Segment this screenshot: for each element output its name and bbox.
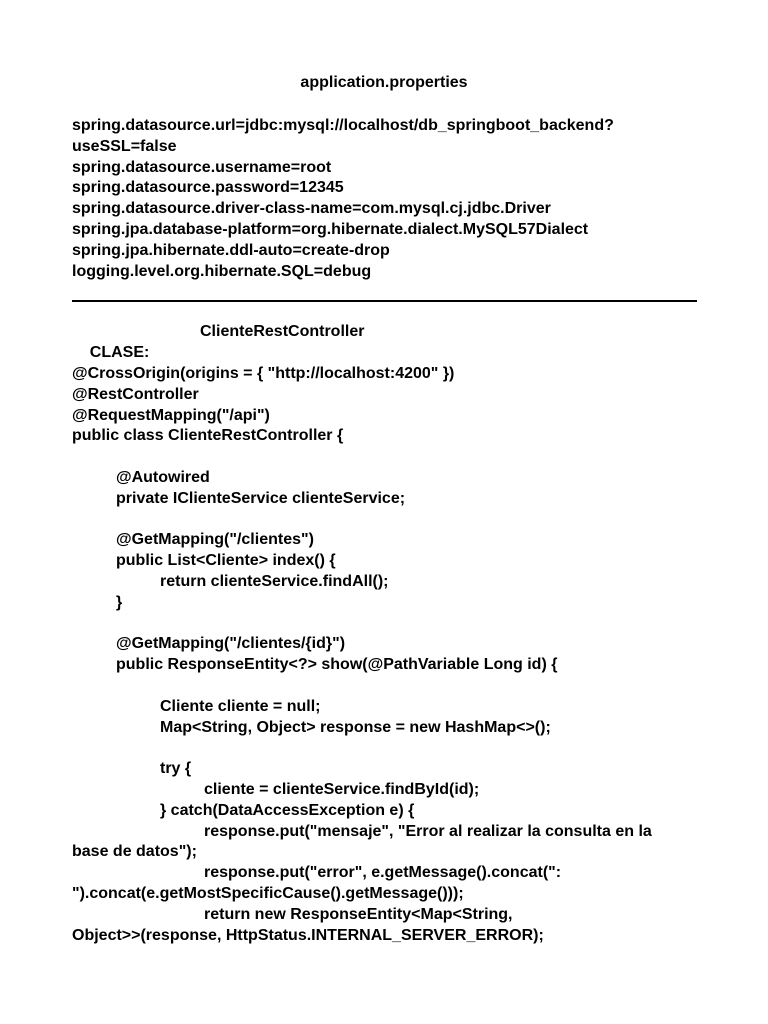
properties-block — [72, 116, 712, 282]
code-line: Cliente cliente = null; — [160, 697, 321, 715]
code-line: @RestController — [72, 385, 199, 403]
property-line: logging.level.org.hibernate.SQL=debug — [72, 262, 372, 280]
blank-line — [72, 676, 712, 697]
horizontal-rule — [72, 300, 697, 302]
class-name: ClienteRestController — [200, 323, 365, 340]
code-line: @GetMapping("/clientes") — [116, 531, 314, 549]
class-label: CLASE: — [89, 343, 150, 361]
code-line: base de datos"); — [72, 843, 197, 861]
property-line: spring.jpa.hibernate.ddl-auto=create-drop — [72, 241, 390, 259]
property-line: spring.datasource.username=root — [72, 158, 332, 176]
blank-line — [72, 738, 712, 759]
blank-line — [72, 510, 712, 531]
code-line: public List<Cliente> index() { — [116, 552, 336, 570]
code-line: private IClienteService clienteService; — [116, 489, 406, 507]
property-line: spring.datasource.password=12345 — [72, 179, 344, 197]
code-line: cliente = clienteService.findById(id); — [204, 780, 480, 798]
document-title: application.properties — [300, 74, 468, 91]
code-line: Object>>(response, HttpStatus.INTERNAL_SERVER_ERROR); — [72, 926, 544, 944]
code-line: } — [116, 593, 123, 611]
code-line: } catch(DataAccessException e) { — [160, 801, 415, 819]
code-line: @Autowired — [116, 468, 210, 486]
code-block — [72, 364, 712, 946]
code-line: public class ClienteRestController { — [72, 427, 344, 445]
code-line: public ResponseEntity<?> show(@PathVariable Long id) { — [116, 656, 558, 674]
property-line: spring.datasource.url=jdbc:mysql://localhost/db_springboot_backend? — [72, 117, 614, 134]
code-line: @CrossOrigin(origins = { "http://localhost:4200" }) — [72, 365, 455, 382]
property-line: spring.datasource.driver-class-name=com.mysql.cj.jdbc.Driver — [72, 200, 551, 218]
code-line: @RequestMapping("/api") — [72, 406, 270, 424]
blank-line — [72, 614, 712, 635]
blank-line — [72, 447, 712, 468]
code-line: try { — [160, 760, 192, 778]
code-line: response.put("mensaje", "Error al realizar la consulta en la — [204, 822, 652, 840]
code-line: ").concat(e.getMostSpecificCause().getMessage())); — [72, 884, 464, 902]
code-line: return clienteService.findAll(); — [160, 572, 389, 590]
property-line: spring.jpa.database-platform=org.hibernate.dialect.MySQL57Dialect — [72, 220, 589, 238]
code-line: Map<String, Object> response = new HashMap<>(); — [160, 718, 551, 736]
code-line: return new ResponseEntity<Map<String, — [204, 905, 513, 923]
property-line: useSSL=false — [72, 137, 177, 155]
code-line: response.put("error", e.getMessage().concat(": — [204, 864, 562, 882]
code-line: @GetMapping("/clientes/{id}") — [116, 635, 346, 653]
